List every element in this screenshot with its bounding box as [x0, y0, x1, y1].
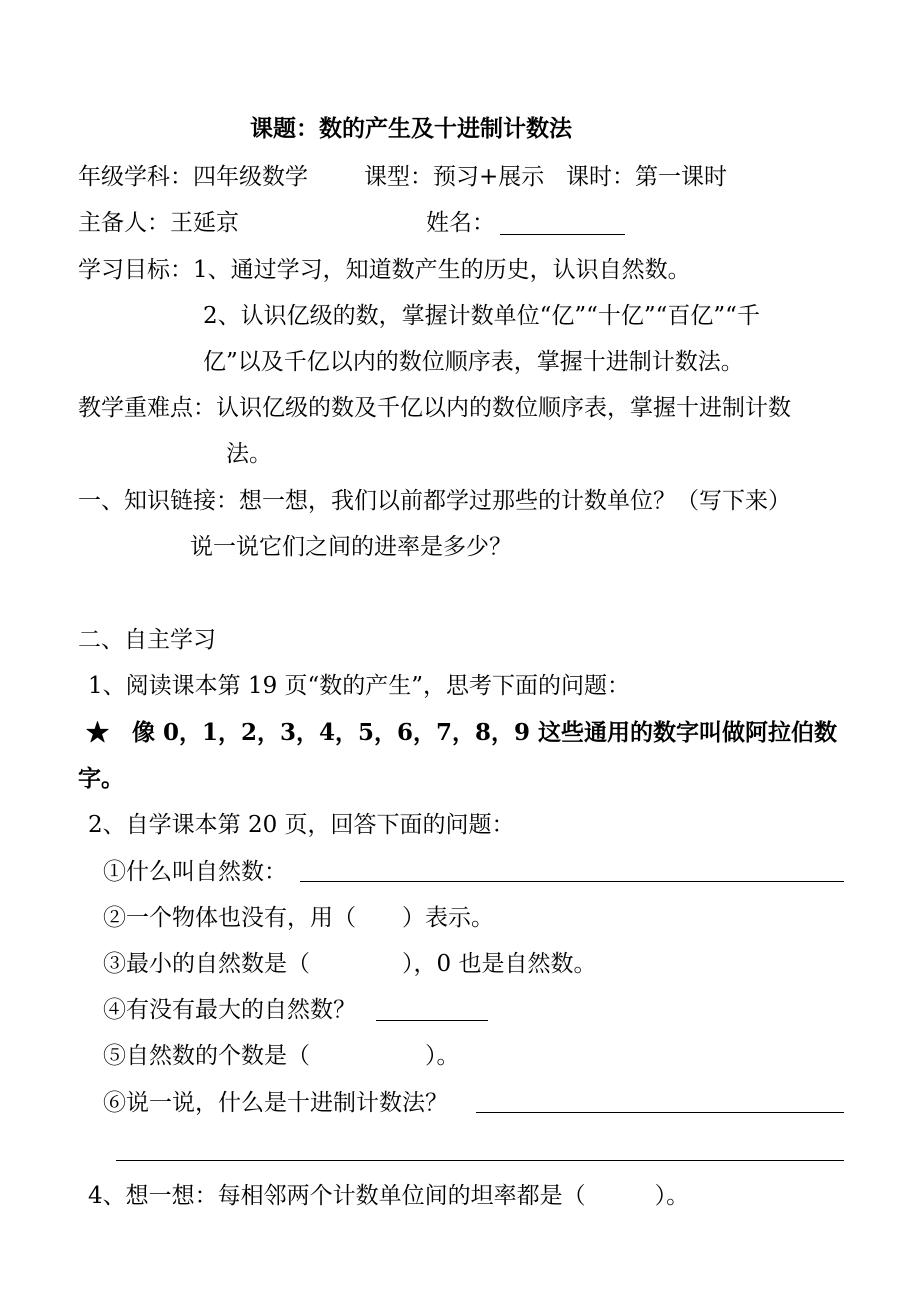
question-2: ②一个物体也没有，用（ ）表示。 — [103, 905, 494, 931]
section-2-heading: 二、自主学习 — [78, 627, 216, 653]
lesson-period: 课时：第一课时 — [566, 164, 727, 190]
goal-1: 1、通过学习，知道数产生的历史，认识自然数。 — [193, 257, 691, 283]
knowledge-link-line-1: 一、知识链接：想一想，我们以前都学过那些的计数单位？（写下来） — [78, 488, 791, 514]
goals-label: 学习目标： — [78, 257, 193, 283]
grade-subject: 年级学科：四年级数学 — [78, 164, 308, 190]
lesson-type: 课型：预习+展示 — [364, 164, 545, 190]
item-4: 4、想一想：每相邻两个计数单位间的坦率都是（ ）。 — [88, 1183, 690, 1209]
question-6: ⑥说一说，什么是十进制计数法？ — [103, 1090, 448, 1116]
name-label: 姓名： — [426, 210, 495, 236]
key-points-line-2: 法。 — [226, 441, 272, 467]
question-1-answer-field[interactable] — [300, 859, 844, 882]
key-points-line-1: 教学重难点：认识亿级的数及千亿以内的数位顺序表，掌握十进制计数 — [78, 395, 791, 421]
question-1: ①什么叫自然数： — [103, 859, 287, 885]
question-3: ③最小的自然数是（ ），0 也是自然数。 — [103, 951, 597, 977]
item-1: 1、阅读课本第 19 页“数的产生”，思考下面的问题： — [88, 673, 631, 699]
page-title: 课题：数的产生及十进制计数法 — [250, 115, 572, 142]
preparer: 主备人：王延京 — [78, 210, 239, 236]
goal-2-line-2: 亿”以及千亿以内的数位顺序表，掌握十进制计数法。 — [203, 349, 744, 375]
item-2: 2、自学课本第 20 页，回答下面的问题： — [88, 812, 515, 838]
knowledge-link-line-2: 说一说它们之间的进率是多少？ — [190, 534, 512, 560]
question-6-answer-line-2[interactable] — [116, 1160, 844, 1161]
star-note-line-2: 字。 — [78, 765, 124, 792]
goal-2-line-1: 2、认识亿级的数，掌握计数单位“亿”“十亿”“百亿”“千 — [203, 303, 760, 329]
question-5: ⑤自然数的个数是（ ）。 — [103, 1043, 460, 1069]
star-note-line-1: ★ 像 0，1，2，3，4，5，6，7，8，9 这些通用的数字叫做阿拉伯数 — [86, 719, 838, 746]
name-field[interactable] — [500, 212, 625, 235]
question-4-answer-field[interactable] — [376, 998, 488, 1021]
question-6-answer-field[interactable] — [476, 1090, 844, 1113]
question-4: ④有没有最大的自然数？ — [103, 997, 356, 1023]
